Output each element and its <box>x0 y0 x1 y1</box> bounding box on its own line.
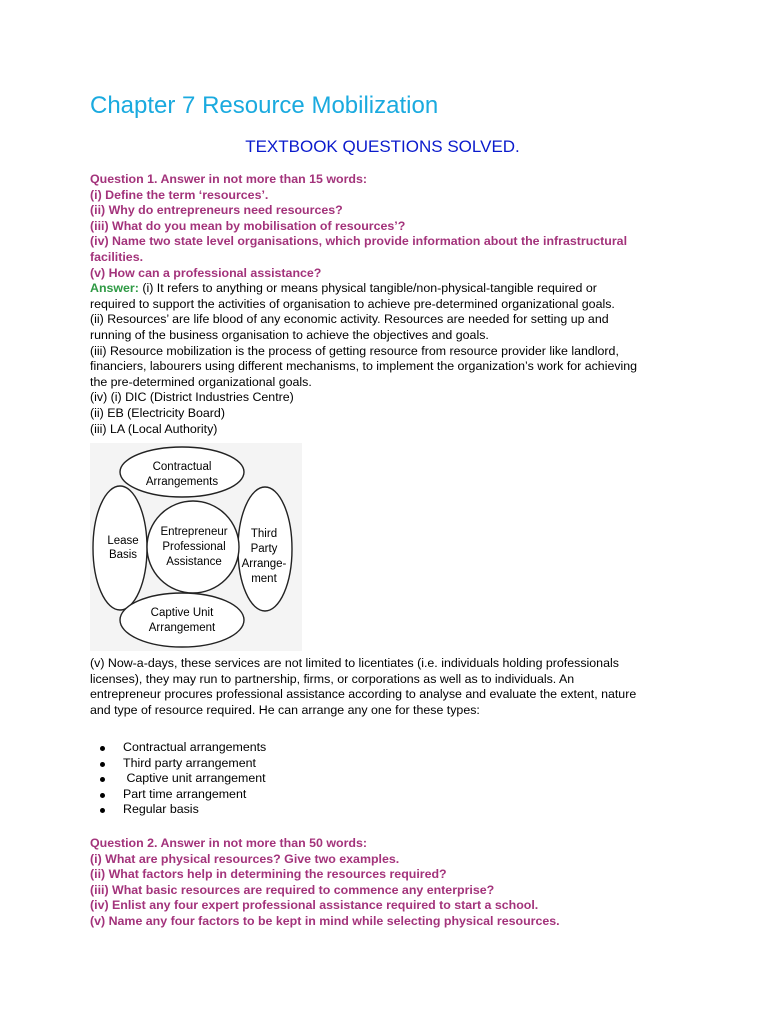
list-item <box>100 740 266 756</box>
list-item-text: Part time arrangement <box>123 786 247 801</box>
diagram-top-label: Arrangements <box>145 476 219 488</box>
bullet-icon <box>100 762 105 767</box>
question-2 <box>90 836 690 930</box>
answer-line: running of the business organisation to achieve the objectives and goals. <box>90 327 489 342</box>
question-1-heading: Question 1. Answer in not more than 15 words: <box>90 172 367 186</box>
answer-line: (iii) Resource mobilization is the process of getting resource from resource provider like landlord, <box>90 343 619 358</box>
diagram-left-label: Basis <box>108 549 138 561</box>
question-1-item: (iv) Name two state level organisations, which provide information about the infrastructural <box>90 234 628 249</box>
diagram-left-ellipse <box>93 486 147 610</box>
section-subtitle: TEXTBOOK QUESTIONS SOLVED. <box>245 137 520 156</box>
question-1-item: (iii) What do you mean by mobilisation of resources’? <box>90 218 406 233</box>
question-2-item: (ii) What factors help in determining the resources required? <box>90 867 447 882</box>
list-item-text: Regular basis <box>123 802 199 817</box>
paragraph-line: entrepreneur procures professional assistance according to analyse and evaluate the extent, nature <box>90 687 637 702</box>
list-item-text: Third party arrangement <box>123 755 256 770</box>
diagram-right-label: Arrange- <box>241 558 287 570</box>
diagram-center-label: Entrepreneur <box>160 526 228 538</box>
answer-text: (i) It refers to anything or means physical tangible/non-physical-tangible required or <box>138 281 597 296</box>
diagram-right-label: Third <box>250 528 278 540</box>
answer-line: (ii) EB (Electricity Board) <box>90 405 225 420</box>
question-1-item: facilities. <box>90 249 144 264</box>
diagram-top-label: Contractual <box>152 461 212 473</box>
diagram-right-label: Party <box>250 543 278 555</box>
answer-line: (ii) Resources’ are life blood of any economic activity. Resources are needed for setting up and <box>90 312 609 327</box>
question-1-item: (i) Define the term ‘resources’. <box>90 187 269 202</box>
answer-label: Answer: <box>90 281 139 296</box>
answer-line: the pre-determined organizational goals. <box>90 374 312 389</box>
bullet-icon <box>100 777 105 782</box>
page-title: Chapter 7 Resource Mobilization <box>90 92 439 119</box>
question-1 <box>90 172 690 437</box>
resource-diagram <box>90 443 302 651</box>
diagram-right-label: ment <box>251 573 277 585</box>
paragraph-v <box>90 656 690 718</box>
list-item <box>100 756 266 772</box>
answer-line: financiers, labourers using different mechanisms, to implement the organization’s work for achieving <box>90 359 638 374</box>
bullet-icon <box>100 746 105 751</box>
answer-first-line <box>90 281 690 297</box>
question-2-item: (v) Name any four factors to be kept in mind while selecting physical resources. <box>90 913 560 928</box>
diagram-bottom-ellipse <box>120 593 244 647</box>
list-item <box>100 802 266 818</box>
diagram-center-label: Professional <box>162 541 226 553</box>
question-2-item: (i) What are physical resources? Give two examples. <box>90 851 400 866</box>
diagram-bottom-label: Captive Unit <box>150 607 214 619</box>
list-item-text: Captive unit arrangement <box>123 771 266 786</box>
answer-line: required to support the activities of organisation to achieve pre-determined organizational goals. <box>90 296 615 311</box>
answer-line: (iv) (i) DIC (District Industries Centre) <box>90 390 294 405</box>
bullet-icon <box>100 808 105 813</box>
diagram-left-label: Lease <box>107 535 139 547</box>
list-item-text: Contractual arrangements <box>123 740 267 754</box>
paragraph-line: licenses), they may run to partnership, firms, or corporations as well as to individuals. An <box>90 671 575 686</box>
paragraph-line: and type of resource required. He can arrange any one for these types: <box>90 702 480 717</box>
diagram-center-label: Assistance <box>166 556 222 568</box>
paragraph-line: (v) Now-a-days, these services are not limited to licentiates (i.e. individuals holding professionals <box>90 656 619 670</box>
list-item <box>100 787 266 803</box>
question-2-heading: Question 2. Answer in not more than 50 words: <box>90 836 367 850</box>
arrangement-list <box>100 740 266 818</box>
question-1-item: (v) How can a professional assistance? <box>90 265 322 280</box>
question-1-item: (ii) Why do entrepreneurs need resources? <box>90 203 343 218</box>
bullet-icon <box>100 793 105 798</box>
diagram-bottom-label: Arrangement <box>148 622 216 634</box>
question-2-item: (iii) What basic resources are required to commence any enterprise? <box>90 882 495 897</box>
question-2-item: (iv) Enlist any four expert professional assistance required to start a school. <box>90 898 539 913</box>
list-item <box>100 771 266 787</box>
answer-line: (iii) LA (Local Authority) <box>90 421 218 436</box>
